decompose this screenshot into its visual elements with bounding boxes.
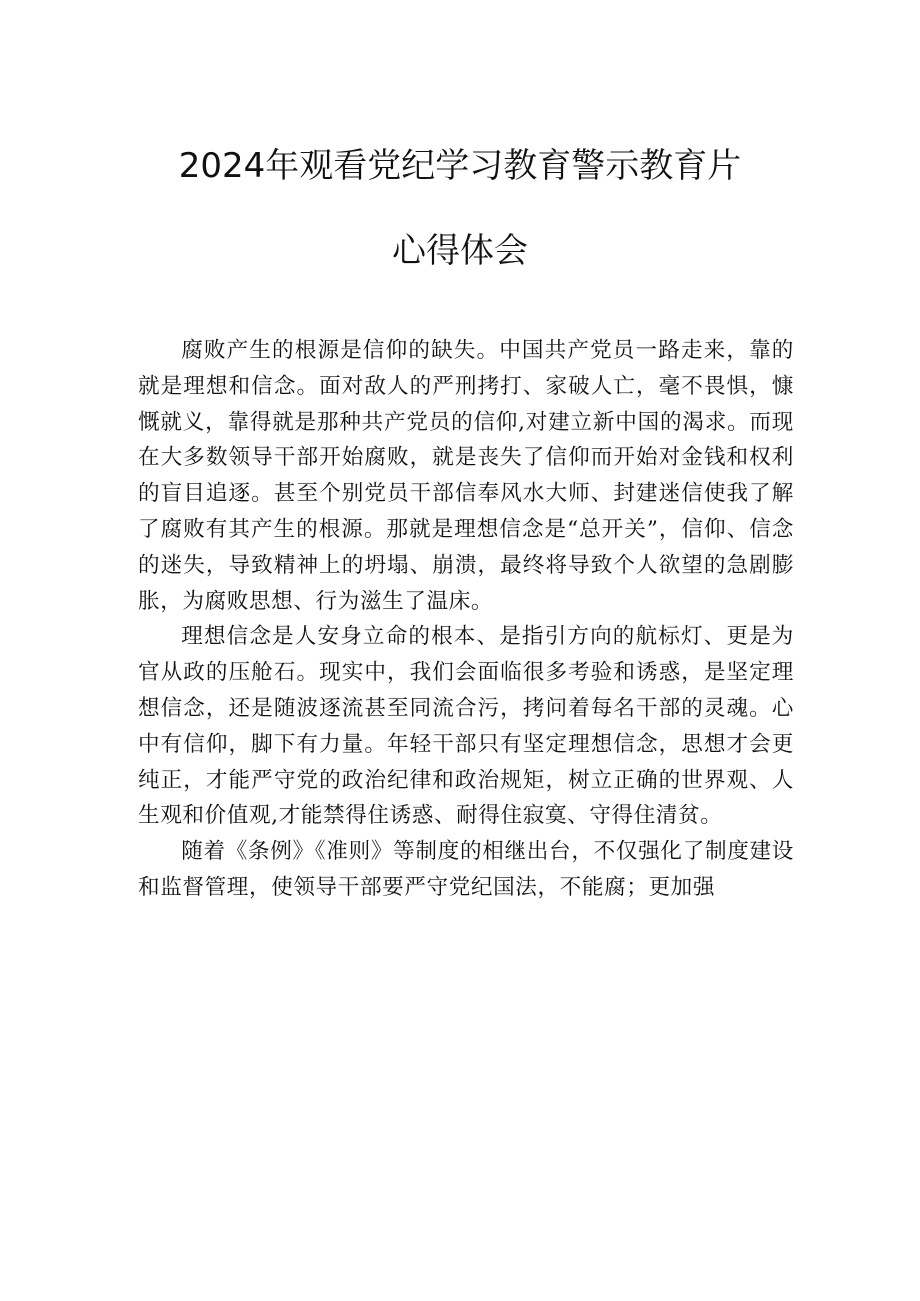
document-title-line-1: 2024年观看党纪学习教育警示教育片 [178, 146, 742, 186]
body-paragraph-1: 腐败产生的根源是信仰的缺失。中国共产党员一路走来，靠的就是理想和信念。面对敌人的严刑拷打、家破人亡，毫不畏惧，慷慨就义，靠得就是那种共产党员的信仰,对建立新中国的渴求。而现在大多数领导干部开始腐败，就是丧失了信仰而开始对金钱和权利的盲目追逐。甚至个别党员干部信奉风水大师、封建迷信使我了解了腐败有其产生的根源。那就是理想信念是“总开关”，信仰、信念的迷失，导致精神上的坍塌、崩溃，最终将导致个人欲望的急剧膨胀，为腐败思想、行为滋生了温床。 [138, 338, 794, 614]
body-paragraph-3: 随着《条例》《准则》等制度的相继出台，不仅强化了制度建设和监督管理，使领导干部要严守党纪国法，不能腐；更加强 [138, 839, 794, 900]
body-paragraph-2: 理想信念是人安身立命的根本、是指引方向的航标灯、更是为官从政的压舱石。现实中，我们会面临很多考验和诱惑，是坚定理想信念，还是随波逐流甚至同流合污，拷问着每名干部的灵魂。心中有信仰，脚下有力量。年轻干部只有坚定理想信念，思想才会更纯正，才能严守党的政治纪律和政治规矩，树立正确的世界观、人生观和价值观,才能禁得住诱惑、耐得住寂寞、守得住清贫。 [138, 624, 794, 829]
document-title-line-2: 心得体会 [392, 231, 528, 271]
document-body [138, 333, 794, 906]
